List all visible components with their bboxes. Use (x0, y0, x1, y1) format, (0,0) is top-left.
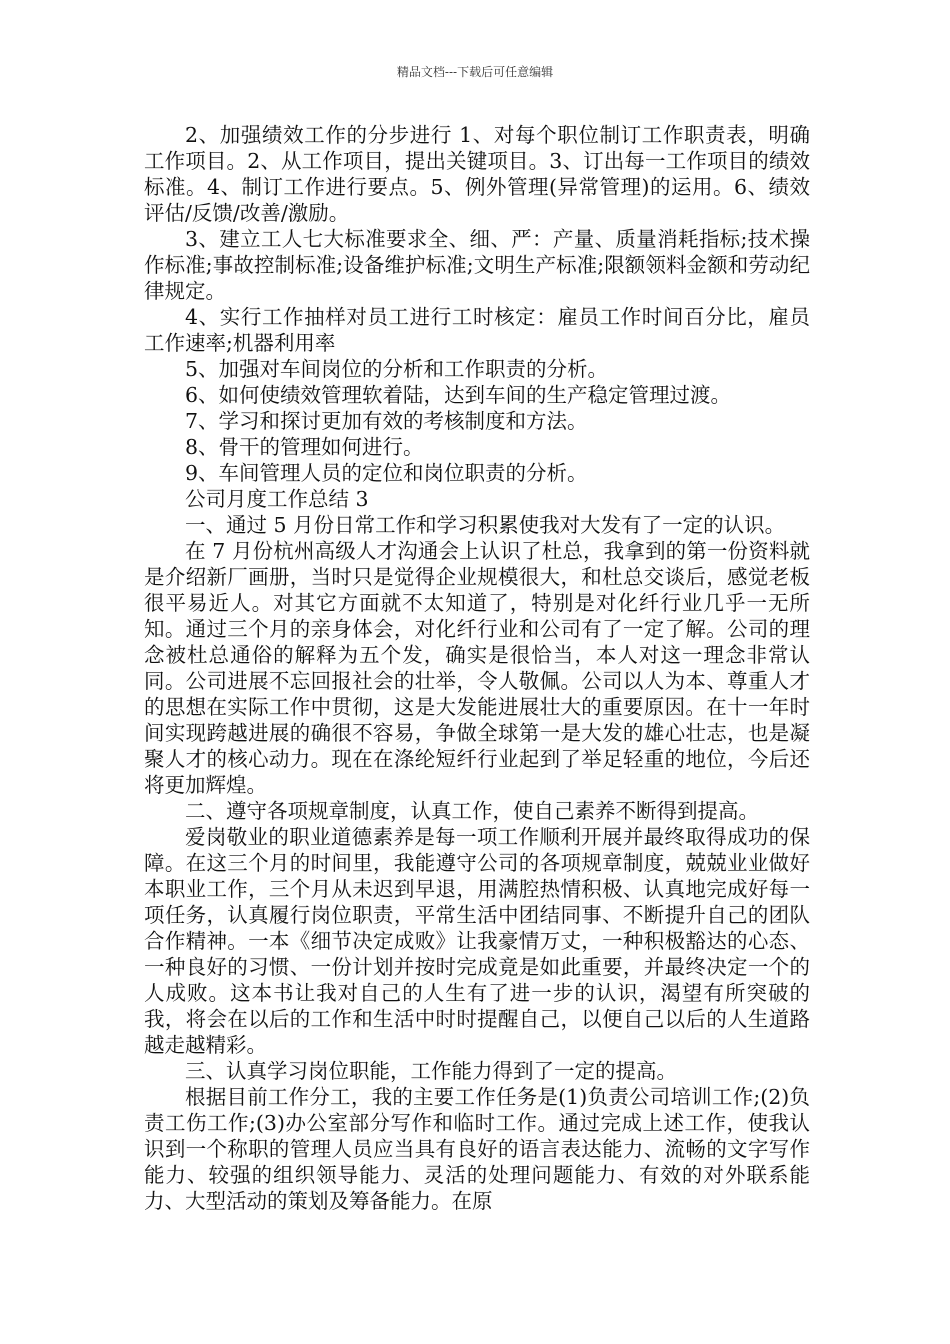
paragraph: 2、加强绩效工作的分步进行 1、对每个职位制订工作职责表，明确工作项目。2、从工作项目，提出关键项目。3、订出每一工作项目的绩效标准。4、制订工作进行要点。5、例外管理(异常管理)的运用。6、绩效评估/反馈/改善/激励。 (144, 123, 810, 225)
paragraph: 在 7 月份杭州高级人才沟通会上认识了杜总，我拿到的第一份资料就是介绍新厂画册，当时只是觉得企业规模很大，和杜总交谈后，感觉老板很平易近人。对其它方面就不太知道了，特别是对化纤行业几乎一无所知。通过三个月的亲身体会，对化纤行业和公司有了一定了解。公司的理念被杜总通俗的解释为五个发，确实是很恰当，本人对这一理念非常认同。公司进展不忘回报社会的壮举，令人敬佩。公司以人为本、尊重人才的思想在实际工作中贯彻，这是大发能进展壮大的重要原因。在十一年时间实现跨越进展的确很不容易，争做全球第一是大发的雄心壮志，也是凝聚人才的核心动力。现在在涤纶短纤行业起到了举足轻重的地位，今后还将更加辉煌。 (144, 539, 810, 797)
section-heading: 二、遵守各项规章制度，认真工作，使自己素养不断得到提高。 (185, 799, 759, 823)
section-heading: 三、认真学习岗位职能，工作能力得到了一定的提高。 (185, 1059, 677, 1083)
document-body (144, 122, 810, 1214)
paragraph: 5、加强对车间岗位的分析和工作职责的分析。 (185, 357, 609, 381)
paragraph: 8、骨干的管理如何进行。 (185, 435, 424, 459)
section-title: 公司月度工作总结 3 (185, 487, 369, 511)
section-heading: 一、通过 5 月份日常工作和学习积累使我对大发有了一定的认识。 (185, 513, 786, 537)
paragraph: 根据目前工作分工，我的主要工作任务是(1)负责公司培训工作;(2)负责工伤工作;(3)办公室部分写作和临时工作。通过完成上述工作，使我认识到一个称职的管理人员应当具有良好的语言表达能力、流畅的文字写作能力、较强的组织领导能力、灵活的处理问题能力、有效的对外联系能力、大型活动的策划及筹备能力。在原 (144, 1085, 810, 1213)
paragraph: 4、实行工作抽样对员工进行工时核定：雇员工作时间百分比，雇员工作速率;机器利用率 (144, 305, 810, 355)
header-note: 精品文档---下载后可任意编辑 (396, 65, 554, 79)
paragraph: 爱岗敬业的职业道德素养是每一项工作顺利开展并最终取得成功的保障。在这三个月的时间里，我能遵守公司的各项规章制度，兢兢业业做好本职业工作，三个月从未迟到早退，用满腔热情积极、认真地完成好每一项任务，认真履行岗位职责，平常生活中团结同事、不断提升自己的团队合作精神。一本《细节决定成败》让我豪情万丈，一种积极豁达的心态、一种良好的习惯、一份计划并按时完成竟是如此重要，并最终决定一个的人成败。这本书让我对自己的人生有了进一步的认识，渴望有所突破的我，将会在以后的工作和生活中时时提醒自己，以便自己以后的人生道路越走越精彩。 (144, 825, 810, 1057)
paragraph: 6、如何使绩效管理软着陆，达到车间的生产稳定管理过渡。 (185, 383, 732, 407)
paragraph: 7、学习和探讨更加有效的考核制度和方法。 (185, 409, 588, 433)
paragraph: 9、车间管理人员的定位和岗位职责的分析。 (185, 461, 588, 485)
paragraph: 3、建立工人七大标准要求全、细、严：产量、质量消耗指标;技术操作标准;事故控制标准;设备维护标准;文明生产标准;限额领料金额和劳动纪律规定。 (144, 227, 810, 303)
